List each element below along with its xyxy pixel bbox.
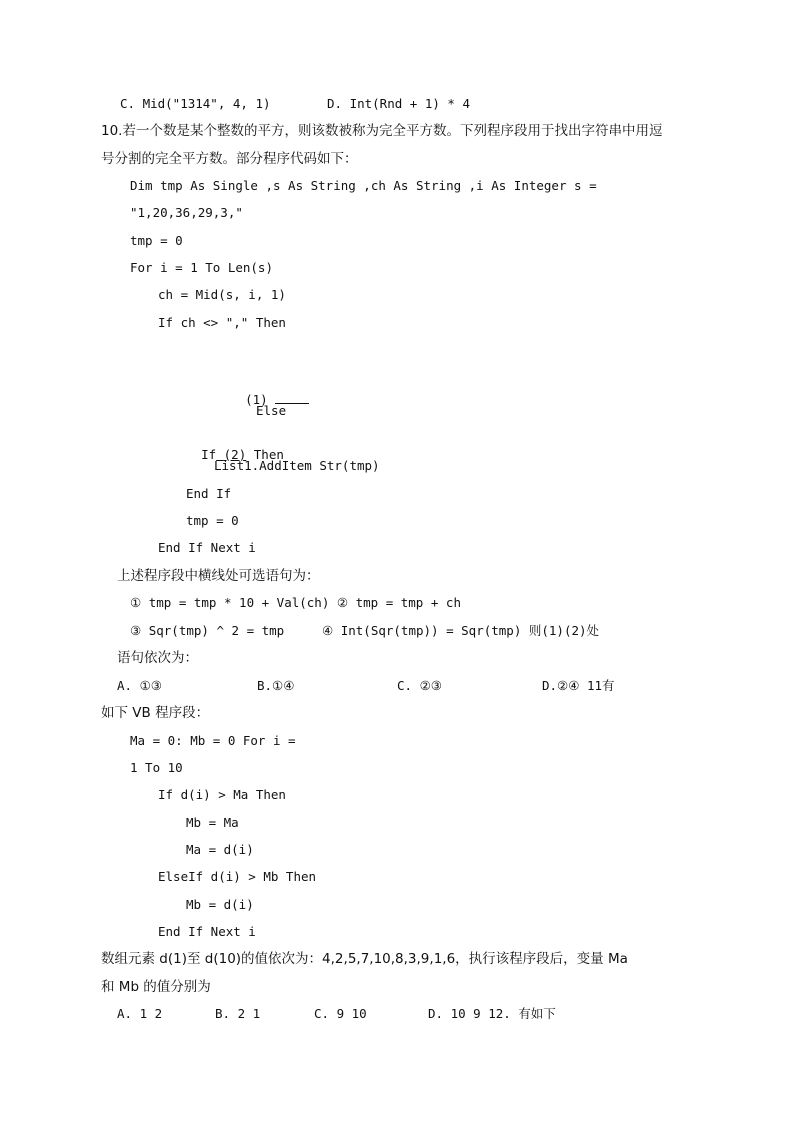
q11-code-line-7: Mb = d(i) bbox=[186, 897, 254, 912]
q10-choices-prompt-2: 语句依次为： bbox=[117, 650, 198, 666]
q10-code-then-keyword: Then bbox=[253, 447, 284, 462]
q10-option-b: B.①④ bbox=[257, 678, 295, 693]
q10-option-a: A. ①③ bbox=[117, 678, 162, 693]
q10-choice-3: ③ Sqr(tmp) ^ 2 = tmp bbox=[130, 623, 285, 638]
q11-option-b: B. 2 1 bbox=[215, 1006, 261, 1021]
q10-code-if-keyword: If bbox=[201, 447, 217, 462]
q9-option-d: D. Int(Rnd + 1) * 4 bbox=[327, 96, 470, 111]
q10-code-line-4: For i = 1 To Len(s) bbox=[130, 260, 273, 275]
q10-code-tmp-reset: tmp = 0 bbox=[186, 513, 239, 528]
q10-option-d: D.②④ 11有 bbox=[542, 678, 615, 693]
q10-code-else: Else bbox=[256, 403, 287, 418]
q10-code-line-2: "1,20,36,29,3," bbox=[130, 205, 243, 220]
q11-code-line-6: ElseIf d(i) > Mb Then bbox=[158, 869, 317, 884]
q10-choice-4: ④ Int(Sqr(tmp)) = Sqr(tmp) 则(1)(2)处 bbox=[322, 623, 600, 638]
q11-desc-line-1: 数组元素 d(1)至 d(10)的值依次为：4,2,5,7,10,8,3,9,1,6，执行该程序段后，变量 Ma bbox=[101, 951, 628, 967]
q10-option-c: C. ②③ bbox=[397, 678, 442, 693]
q11-stem: 如下 VB 程序段： bbox=[101, 705, 210, 721]
q10-code-line-3: tmp = 0 bbox=[130, 233, 183, 248]
q10-choice-line-1: ① tmp = tmp * 10 + Val(ch) ② tmp = tmp + ch bbox=[130, 595, 461, 610]
q10-stem-line-1: 10.若一个数是某个整数的平方，则该数被称为完全平方数。下列程序段用于找出字符串中用逗 bbox=[101, 123, 663, 139]
q10-stem-line-2: 号分割的完全平方数。部分程序代码如下： bbox=[101, 151, 358, 167]
q11-option-d: D. 10 9 12. 有如下 bbox=[428, 1006, 556, 1021]
q10-code-end-if: End If bbox=[186, 486, 232, 501]
q11-desc-line-2: 和 Mb 的值分别为 bbox=[101, 979, 211, 995]
q11-option-a: A. 1 2 bbox=[117, 1006, 163, 1021]
q10-code-line-5: ch = Mid(s, i, 1) bbox=[158, 287, 286, 302]
q10-code-additem: List1.AddItem Str(tmp) bbox=[214, 458, 380, 473]
q11-code-line-8: End If Next i bbox=[158, 924, 256, 939]
q10-code-line-1: Dim tmp As Single ,s As String ,ch As String ,i As Integer s = bbox=[130, 178, 597, 193]
q11-option-c: C. 9 10 bbox=[314, 1006, 367, 1021]
q10-code-line-6: If ch <> "," Then bbox=[158, 315, 286, 330]
q11-code-line-1: Ma = 0: Mb = 0 For i = bbox=[130, 733, 296, 748]
q11-code-line-5: Ma = d(i) bbox=[186, 842, 254, 857]
q10-blank-2: (2) bbox=[223, 447, 247, 462]
q10-choices-prompt: 上述程序段中横线处可选语句为： bbox=[117, 568, 320, 584]
q11-code-line-3: If d(i) > Ma Then bbox=[158, 787, 286, 802]
q10-code-end-next: End If Next i bbox=[158, 540, 256, 555]
q11-code-line-4: Mb = Ma bbox=[186, 815, 239, 830]
q11-code-line-2: 1 To 10 bbox=[130, 760, 183, 775]
q10-blank-1-label: (1) bbox=[245, 392, 268, 407]
q9-option-c: C. Mid("1314", 4, 1) bbox=[120, 96, 271, 111]
